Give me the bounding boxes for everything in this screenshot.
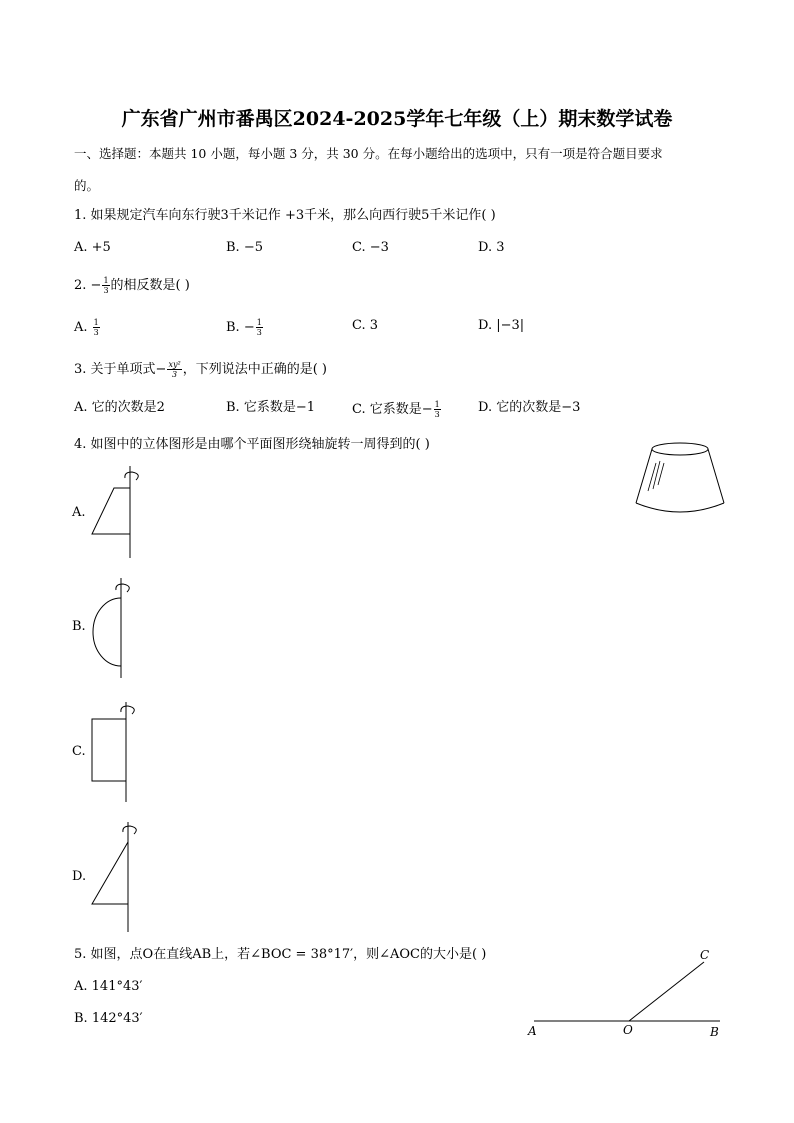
- q3-stem-suffix: ，下列说法中正确的是( ): [182, 362, 327, 377]
- section-heading-cont: 的。: [74, 178, 100, 193]
- frustum-shading-2: [653, 461, 660, 489]
- q2-frac-num: 1: [103, 276, 109, 285]
- q1-option-d: D. 3: [478, 240, 505, 255]
- q4-option-a-figure: [88, 462, 158, 560]
- semicircle-shape: [93, 598, 121, 666]
- q4-option-c-label: C.: [72, 744, 86, 759]
- ray-oc: [629, 962, 704, 1021]
- q3-option-c-prefix: C. 它系数是−: [352, 402, 433, 417]
- q2-option-b-fraction: [256, 318, 263, 337]
- q2-a-den: 3: [93, 328, 99, 337]
- q2-option-b: [226, 318, 264, 337]
- q4-option-d-label: D.: [72, 869, 87, 884]
- label-c: C: [700, 948, 710, 962]
- rotation-arrow-icon: [125, 472, 138, 480]
- q4-option-c-figure: [88, 698, 158, 804]
- q2-a-num: 1: [93, 318, 99, 327]
- frustum-left-edge: [636, 449, 652, 503]
- q2-option-a: [74, 318, 101, 337]
- q2-option-d: D. |−3|: [478, 318, 525, 333]
- q5-option-b: B. 142°43′: [74, 1011, 143, 1026]
- question-4-stem: 4. 如图中的立体图形是由哪个平面图形绕轴旋转一周得到的( ): [74, 437, 430, 452]
- question-5-stem: 5. 如图，点O在直线AB上，若∠BOC = 38°17′，则∠AOC的大小是( ): [74, 947, 487, 962]
- label-o: O: [623, 1023, 633, 1037]
- q3-option-c-fraction: [434, 400, 441, 419]
- q2-option-c: C. 3: [352, 318, 379, 333]
- frustum-top-ellipse: [652, 443, 708, 455]
- q1-option-c: C. −3: [352, 240, 389, 255]
- frustum-bottom-arc: [636, 503, 724, 512]
- q1-option-a: A. +5: [74, 240, 111, 255]
- q3-option-b: B. 它系数是−1: [226, 400, 315, 415]
- q2-fraction: [102, 276, 109, 295]
- rotation-arrow-icon: [121, 706, 134, 714]
- q3-frac-den: 3: [172, 370, 178, 379]
- angle-figure: [520, 940, 740, 1050]
- q3-frac-num: xy²: [168, 360, 181, 369]
- label-a: A: [528, 1024, 537, 1038]
- question-2-stem: [74, 276, 190, 295]
- q3-option-d: D. 它的次数是−3: [478, 400, 581, 415]
- rectangle-shape: [92, 719, 126, 781]
- q2-option-b-label: B. −: [226, 320, 255, 335]
- q2-stem-prefix: 2. −: [74, 278, 102, 293]
- q4-option-d-figure: [88, 818, 158, 934]
- question-1-stem: 1. 如果规定汽车向东行驶3千米记作 +3千米，那么向西行驶5千米记作( ): [74, 208, 496, 223]
- q3-option-c: [352, 400, 442, 419]
- q3-c-num: 1: [434, 400, 440, 409]
- rotation-arrow-icon: [116, 584, 129, 592]
- frustum-shading-1: [648, 463, 656, 491]
- triangle-shape: [92, 842, 128, 904]
- q2-frac-den: 3: [103, 286, 109, 295]
- q2-stem-suffix: 的相反数是( ): [110, 278, 190, 293]
- q3-fraction: [167, 360, 181, 379]
- q3-stem-prefix: 3. 关于单项式−: [74, 362, 167, 377]
- q4-option-b-label: B.: [72, 619, 86, 634]
- trapezoid-shape: [92, 488, 130, 534]
- q4-option-a-label: A.: [72, 505, 86, 520]
- page-title: 广东省广州市番禺区2024-2025学年七年级（上）期末数学试卷: [121, 108, 673, 130]
- q2-option-a-label: A.: [74, 320, 88, 335]
- q4-option-b-figure: [88, 574, 158, 680]
- section-heading: 一、选择题：本题共 10 小题，每小题 3 分，共 30 分。在每小题给出的选项中，只有一项是符合题目要求: [74, 146, 663, 161]
- label-b: B: [710, 1025, 719, 1039]
- q3-option-a: A. 它的次数是2: [74, 400, 165, 415]
- q5-option-a: A. 141°43′: [74, 979, 143, 994]
- q3-c-den: 3: [434, 410, 440, 419]
- question-3-stem: [74, 360, 327, 379]
- q1-option-b: B. −5: [226, 240, 263, 255]
- rotation-arrow-icon: [123, 826, 136, 834]
- frustum-right-edge: [708, 449, 724, 503]
- q2-option-a-fraction: [93, 318, 100, 337]
- q2-b-num: 1: [256, 318, 262, 327]
- q2-b-den: 3: [256, 328, 262, 337]
- frustum-figure: [630, 437, 730, 519]
